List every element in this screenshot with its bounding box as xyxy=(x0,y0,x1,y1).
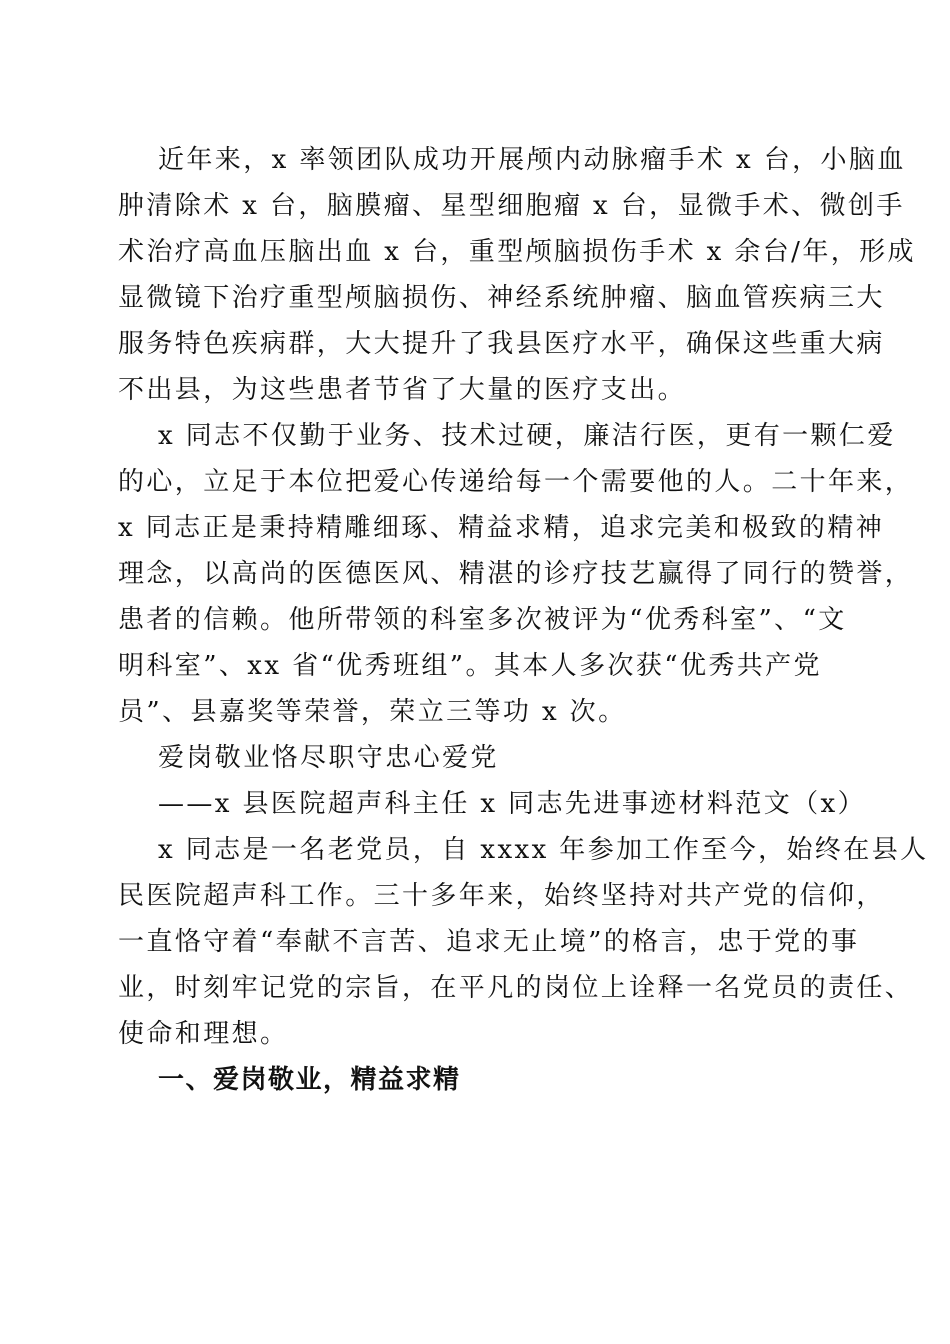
article-subtitle: ——x 县医院超声科主任 x 同志先进事迹材料范文（x） xyxy=(158,789,866,819)
text-line: x 同志不仅勤于业务、技术过硬，廉洁行医，更有一颗仁爱 xyxy=(158,421,896,451)
text-line: 业，时刻牢记党的宗旨，在平凡的岗位上诠释一名党员的责任、 xyxy=(118,973,914,1003)
text-line: 民医院超声科工作。三十多年来，始终坚持对共产党的信仰， xyxy=(118,881,885,911)
text-line: 不出县，为这些患者节省了大量的医疗支出。 xyxy=(118,375,687,405)
text-line: x 同志正是秉持精雕细琢、精益求精，追求完美和极致的精神 xyxy=(118,513,885,543)
text-line: 员”、县嘉奖等荣誉，荣立三等功 x 次。 xyxy=(118,697,627,727)
text-line: 患者的信赖。他所带领的科室多次被评为“优秀科室”、“文 xyxy=(118,605,847,635)
text-line: x 同志是一名老党员，自 xxxx 年参加工作至今，始终在县人 xyxy=(158,835,929,865)
section-heading: 一、爱岗敬业，精益求精 xyxy=(158,1065,461,1095)
article-title: 爱岗敬业恪尽职守忠心爱党 xyxy=(158,743,499,773)
text-line: 明科室”、xx 省“优秀班组”。其本人多次获“优秀共产党 xyxy=(118,651,822,681)
text-line: 的心，立足于本位把爱心传递给每一个需要他的人。二十年来， xyxy=(118,467,914,497)
text-line: 显微镜下治疗重型颅脑损伤、神经系统肿瘤、脑血管疾病三大 xyxy=(118,283,885,313)
text-line: 肿清除术 x 台，脑膜瘤、星型细胞瘤 x 台，显微手术、微创手 xyxy=(118,191,905,221)
text-line: 理念，以高尚的医德医风、精湛的诊疗技艺赢得了同行的赞誉， xyxy=(118,559,914,589)
text-line: 术治疗高血压脑出血 x 台，重型颅脑损伤手术 x 余台/年，形成 xyxy=(118,237,916,267)
text-line: 使命和理想。 xyxy=(118,1019,289,1049)
text-line: 近年来，x 率领团队成功开展颅内动脉瘤手术 x 台，小脑血 xyxy=(158,145,906,175)
text-line: 服务特色疾病群，大大提升了我县医疗水平，确保这些重大病 xyxy=(118,329,885,359)
text-line: 一直恪守着“奉献不言苦、追求无止境”的格言，忠于党的事 xyxy=(118,927,860,957)
